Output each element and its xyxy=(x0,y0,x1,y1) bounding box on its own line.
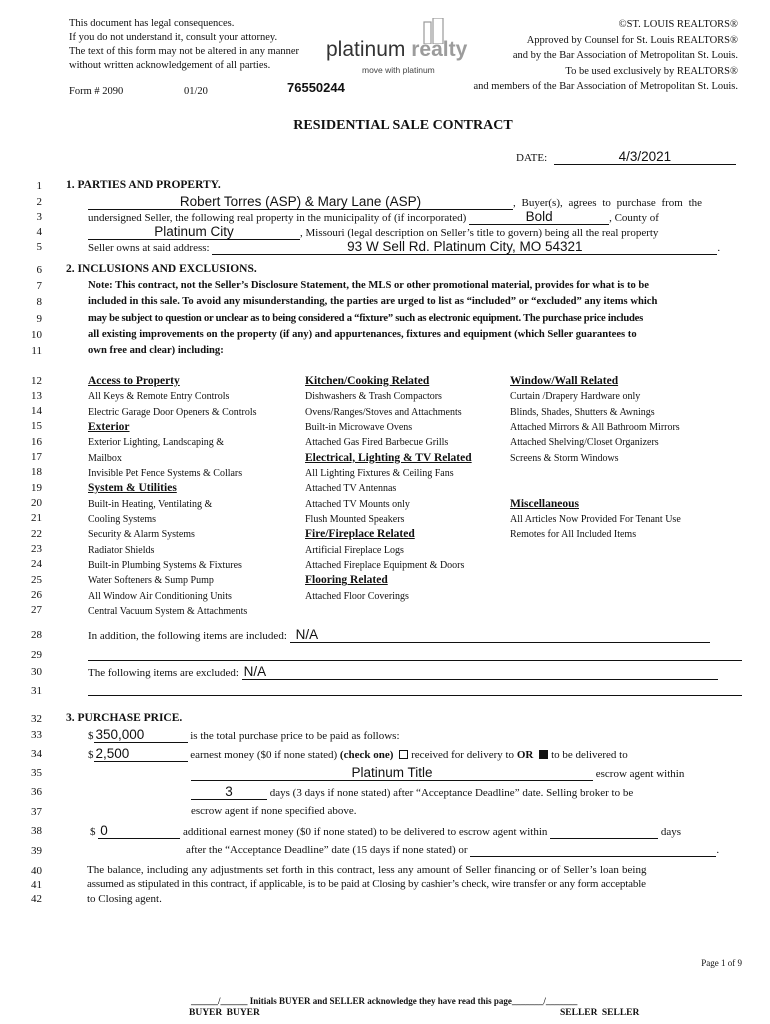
inclusion-item: Attached Floor Coverings xyxy=(305,590,409,602)
county-field[interactable] xyxy=(88,224,300,240)
line-number: 34 xyxy=(31,748,42,760)
included-row xyxy=(88,627,710,643)
line-number: 12 xyxy=(31,375,42,387)
after-deadline-text: after the “Acceptance Deadline” date (15 days if none stated) or xyxy=(186,844,468,856)
category-heading: Window/Wall Related xyxy=(510,375,619,387)
purchase-price-field[interactable] xyxy=(94,727,188,743)
inclusion-item xyxy=(510,481,681,496)
inclusion-item: Exterior Lighting, Landscaping & xyxy=(88,437,225,449)
balance-line: to Closing agent. xyxy=(87,892,162,905)
date-label: DATE: xyxy=(516,152,548,164)
legal-description-text: , Missouri (legal description on Seller’s title to govern) being all the real property xyxy=(300,227,659,239)
to-be-delivered-checkbox[interactable] xyxy=(539,750,548,759)
inclusion-item: Radiator Shields xyxy=(88,544,155,556)
line-number: 8 xyxy=(36,296,42,308)
inclusion-item: Attached Mirrors & All Bathroom Mirrors xyxy=(510,422,680,434)
line-number: 21 xyxy=(31,512,42,524)
line-number: 6 xyxy=(36,264,42,276)
line-number: 30 xyxy=(31,666,42,678)
inclusion-item: Built-in Microwave Ovens xyxy=(305,422,413,434)
included-field[interactable] xyxy=(290,627,710,643)
inclusion-item: Water Softeners & Sump Pump xyxy=(88,575,214,587)
line-number: 37 xyxy=(31,806,42,818)
line-number: 27 xyxy=(31,604,42,616)
inclusion-item: Security & Alarm Systems xyxy=(88,529,195,541)
earnest-money-value: 2,500 xyxy=(95,746,130,761)
buyer-names-field[interactable] xyxy=(88,194,513,210)
buyer-suffix-text: , Buyer(s), agrees to purchase from the xyxy=(513,197,703,209)
header-disclaimer xyxy=(69,17,299,73)
line-number: 35 xyxy=(31,767,42,779)
purchase-price-value: 350,000 xyxy=(95,727,145,742)
page-number: Page 1 of 9 xyxy=(701,958,742,968)
inclusion-item: Built-in Heating, Ventilating & xyxy=(88,498,213,510)
included-continuation-line[interactable] xyxy=(88,660,742,661)
included-label: In addition, the following items are included: xyxy=(88,630,287,642)
line-number: 39 xyxy=(31,845,42,857)
logo-word-platinum: platinum xyxy=(326,38,406,61)
inclusion-item: Electric Garage Door Openers & Controls xyxy=(88,406,257,418)
line-number: 36 xyxy=(31,786,42,798)
form-date: 01/20 xyxy=(184,86,208,97)
dollar-sign: $ xyxy=(90,826,96,838)
date-value: 4/3/2021 xyxy=(618,149,672,164)
inclusion-item: Attached TV Antennas xyxy=(305,483,397,495)
line-number: 17 xyxy=(31,451,42,463)
inclusion-item: All Articles Now Provided For Tenant Use xyxy=(510,514,681,526)
municipality-prefix: undersigned Seller, the following real property in the municipality of (if incorporated) xyxy=(88,212,467,224)
category-heading: Access to Property xyxy=(88,375,180,387)
line-number: 29 xyxy=(31,649,42,661)
section-1-line-3 xyxy=(88,209,659,225)
escrow-agent-value: Platinum Title xyxy=(351,765,433,780)
to-be-delivered-text: to be delivered to xyxy=(551,749,628,761)
excluded-row xyxy=(88,664,718,680)
inclusion-item: Blinds, Shades, Shutters & Awnings xyxy=(510,406,655,418)
approval-line: To be used exclusively by REALTORS® xyxy=(565,65,738,77)
line-number: 14 xyxy=(31,405,42,417)
inclusion-item: Attached Fireplace Equipment & Doors xyxy=(305,560,465,572)
or-label: OR xyxy=(516,749,534,761)
disclaimer-line: This document has legal consequences. xyxy=(69,18,235,29)
line-number: 2 xyxy=(36,196,42,208)
period: . xyxy=(717,242,721,254)
seller-initials-labels: SELLER SELLER xyxy=(560,1008,640,1018)
approval-line: Approved by Counsel for St. Louis REALTORS® xyxy=(526,34,738,46)
line-number: 3 xyxy=(36,211,42,223)
category-heading: Kitchen/Cooking Related xyxy=(305,375,430,387)
line-number: 7 xyxy=(36,280,42,292)
excluded-continuation-line[interactable] xyxy=(88,695,742,696)
county-label: , County of xyxy=(609,212,659,224)
line-number: 13 xyxy=(31,390,42,402)
inclusion-item: All Lighting Fixtures & Ceiling Fans xyxy=(305,468,454,480)
line-number: 28 xyxy=(31,629,42,641)
form-number: Form # 2090 xyxy=(69,86,124,97)
after-deadline-field[interactable] xyxy=(470,844,716,857)
category-heading: System & Utilities xyxy=(88,482,177,495)
dollar-sign: $ xyxy=(88,749,94,761)
additional-days-text: days xyxy=(660,826,682,838)
excluded-value: N/A xyxy=(243,664,267,679)
line-number: 5 xyxy=(36,241,42,253)
approval-line: and by the Bar Association of Metropolitan St. Louis. xyxy=(512,50,738,61)
line-number: 18 xyxy=(31,466,42,478)
line-number: 32 xyxy=(31,713,42,725)
balance-line: The balance, including any adjustments set forth in this contract, less any amount of Seller financing or of Seller’s loan being xyxy=(87,864,647,876)
section-1-heading: 1. PARTIES AND PROPERTY. xyxy=(66,179,221,191)
municipality-value: Bold xyxy=(525,209,553,224)
inclusion-item: Central Vacuum System & Attachments xyxy=(88,606,248,618)
note-line: own free and clear) including: xyxy=(88,345,224,357)
logo-word-realty: realty xyxy=(411,38,468,61)
included-value: N/A xyxy=(295,627,319,642)
inclusion-item: Ovens/Ranges/Stoves and Attachments xyxy=(305,406,462,418)
line-number: 26 xyxy=(31,589,42,601)
category-heading: Exterior xyxy=(88,421,130,434)
line-number: 1 xyxy=(36,180,42,192)
copyright-line: ©ST. LOUIS REALTORS® xyxy=(618,19,738,30)
section-2-note xyxy=(88,278,743,359)
line-number: 22 xyxy=(31,528,42,540)
inclusion-item: All Window Air Conditioning Units xyxy=(88,590,232,602)
inclusion-item: Screens & Storm Windows xyxy=(510,452,619,464)
line-number: 19 xyxy=(31,482,42,494)
line-number: 9 xyxy=(36,313,42,325)
earnest-money-text: earnest money ($0 if none stated) xyxy=(190,749,338,761)
line-number: 33 xyxy=(31,729,42,741)
purchase-price-text: is the total purchase price to be paid as follows: xyxy=(190,730,400,742)
transaction-id: 76550244 xyxy=(287,80,345,95)
address-value: 93 W Sell Rd. Platinum City, MO 54321 xyxy=(347,239,583,254)
page-title: RESIDENTIAL SALE CONTRACT xyxy=(293,118,513,133)
inclusions-column-1 xyxy=(88,374,257,620)
logo-tagline: move with platinum xyxy=(362,65,435,75)
inclusion-item: Attached Gas Fired Barbecue Grills xyxy=(305,437,449,449)
disclaimer-line: without written acknowledgement of all parties. xyxy=(69,60,271,71)
received-checkbox[interactable] xyxy=(399,750,408,759)
county-value: Platinum City xyxy=(154,224,234,239)
additional-earnest-row xyxy=(90,823,681,839)
date-field[interactable] xyxy=(554,149,736,165)
excluded-label: The following items are excluded: xyxy=(88,667,239,679)
received-option-text: received for delivery to xyxy=(411,749,515,761)
category-heading: Fire/Fireplace Related xyxy=(305,528,415,541)
note-line: Note: This contract, not the Seller’s Disclosure Statement, the MLS or other promotional material, provides for what is to be xyxy=(88,280,650,291)
inclusion-item: Attached Shelving/Closet Organizers xyxy=(510,437,659,449)
inclusions-column-2 xyxy=(305,374,472,604)
earnest-money-row xyxy=(88,746,628,762)
section-3-heading: 3. PURCHASE PRICE. xyxy=(66,712,183,724)
line-number: 16 xyxy=(31,436,42,448)
inclusion-item: Attached TV Mounts only xyxy=(305,498,410,510)
balance-line: assumed as stipulated in this contract, if applicable, is to be paid at Closing by cashier’s check, wire transfer or any form acceptable xyxy=(87,878,646,891)
disclaimer-line: The text of this form may not be altered in any manner xyxy=(69,46,300,57)
line-number: 40 xyxy=(31,865,42,877)
line-number: 4 xyxy=(36,226,42,238)
line-number: 10 xyxy=(31,329,42,341)
inclusions-column-3 xyxy=(510,374,681,543)
section-2-heading: 2. INCLUSIONS AND EXCLUSIONS. xyxy=(66,263,257,275)
excluded-field[interactable] xyxy=(242,664,718,680)
approval-line: and members of the Bar Association of Metropolitan St. Louis. xyxy=(473,81,738,92)
inclusion-item: Artificial Fireplace Logs xyxy=(305,544,404,556)
line-number: 31 xyxy=(31,685,42,697)
after-deadline-row xyxy=(186,844,719,857)
section-1-line-5 xyxy=(88,239,720,255)
purchase-price-row xyxy=(88,727,400,743)
disclaimer-line: If you do not understand it, consult your attorney. xyxy=(69,32,278,43)
inclusion-item: Dishwashers & Trash Compactors xyxy=(305,391,442,403)
escrow-days-field[interactable] xyxy=(191,784,267,800)
category-heading: Electrical, Lighting & TV Related xyxy=(305,451,472,464)
line-number: 20 xyxy=(31,497,42,509)
check-one-label: (check one) xyxy=(339,749,394,761)
initials-acknowledgement: ______/______ Initials BUYER and SELLER acknowledge they have read this page_______/_______ xyxy=(191,996,578,1006)
escrow-days-row xyxy=(191,784,633,800)
additional-earnest-value: 0 xyxy=(100,823,108,838)
note-line: may be subject to question or unclear as to being considered a “fixture” such as electronic equipment. The purchase price includes xyxy=(88,312,643,324)
date-row xyxy=(516,149,736,165)
note-line: included in this sale. To avoid any misunderstanding, the parties are urged to list as “included” or “excluded” any items which xyxy=(88,296,658,308)
inclusion-item: Built-in Plumbing Systems & Fixtures xyxy=(88,560,242,572)
additional-earnest-text: additional earnest money ($0 if none stated) to be delivered to escrow agent within xyxy=(183,826,548,838)
address-field[interactable] xyxy=(212,239,717,255)
buyer-names-value: Robert Torres (ASP) & Mary Lane (ASP) xyxy=(179,194,422,209)
line-number: 42 xyxy=(31,893,42,905)
municipality-field[interactable] xyxy=(469,209,609,225)
additional-days-field[interactable] xyxy=(550,826,658,839)
line-number: 15 xyxy=(31,420,42,432)
inclusion-item: Curtain /Drapery Hardware only xyxy=(510,391,641,403)
section-1-line-4 xyxy=(88,224,658,240)
earnest-money-field[interactable] xyxy=(94,746,188,762)
escrow-agent-text: escrow agent within xyxy=(595,768,685,780)
dollar-sign: $ xyxy=(88,730,94,742)
buyer-initials-labels: BUYER BUYER xyxy=(189,1008,260,1018)
header-right-block xyxy=(474,17,739,95)
line-number: 11 xyxy=(31,345,42,357)
section-1-line-2 xyxy=(88,194,743,210)
inclusion-item: Flush Mounted Speakers xyxy=(305,514,405,526)
line-number: 38 xyxy=(31,825,42,837)
inclusion-item xyxy=(510,466,681,481)
escrow-agent-row xyxy=(191,765,684,781)
escrow-default-text: escrow agent if none specified above. xyxy=(191,805,357,817)
additional-earnest-field[interactable] xyxy=(98,823,180,839)
inclusion-item: Invisible Pet Fence Systems & Collars xyxy=(88,468,243,480)
company-logo xyxy=(326,18,476,78)
balance-paragraph xyxy=(87,863,743,906)
period: . xyxy=(716,844,720,856)
note-line: all existing improvements on the property (if any) and appurtenances, fixtures and equipment (which Seller guarantees to xyxy=(88,328,637,340)
line-number: 24 xyxy=(31,558,42,570)
escrow-days-text: days (3 days if none stated) after “Acceptance Deadline” date. Selling broker to be xyxy=(269,787,634,799)
escrow-agent-field[interactable] xyxy=(191,765,593,781)
category-heading: Miscellaneous xyxy=(510,497,579,510)
inclusion-item: Cooling Systems xyxy=(88,514,157,526)
inclusion-item: All Keys & Remote Entry Controls xyxy=(88,391,230,403)
line-number: 25 xyxy=(31,574,42,586)
escrow-days-value: 3 xyxy=(225,784,233,799)
line-number: 41 xyxy=(31,879,42,891)
address-label: Seller owns at said address: xyxy=(88,242,210,254)
line-number: 23 xyxy=(31,543,42,555)
category-heading: Flooring Related xyxy=(305,574,388,587)
inclusion-item: Remotes for All Included Items xyxy=(510,529,637,541)
inclusion-item: Mailbox xyxy=(88,452,122,464)
